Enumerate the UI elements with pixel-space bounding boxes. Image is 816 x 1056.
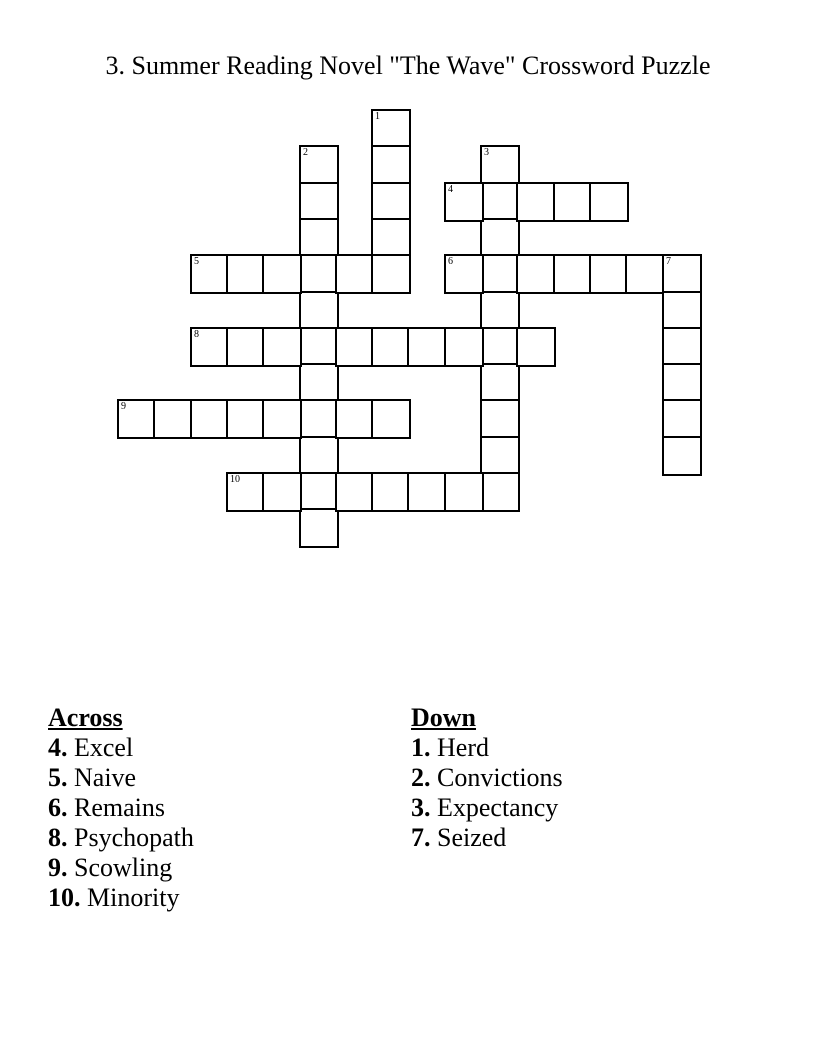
grid-cell[interactable] bbox=[662, 291, 702, 331]
cell-number: 4 bbox=[448, 184, 453, 195]
grid-cell[interactable] bbox=[299, 291, 339, 331]
grid-cell[interactable] bbox=[299, 182, 339, 222]
grid-cell[interactable] bbox=[589, 182, 629, 222]
grid-cell[interactable] bbox=[226, 472, 266, 512]
grid-cell[interactable] bbox=[444, 327, 484, 367]
grid-cell[interactable] bbox=[226, 254, 266, 294]
across-clue bbox=[48, 763, 194, 793]
grid-cell[interactable] bbox=[516, 254, 556, 294]
across-clues bbox=[48, 703, 194, 913]
clue-text: Expectancy bbox=[437, 793, 559, 822]
grid-cell[interactable] bbox=[299, 254, 339, 294]
clue-number: 5. bbox=[48, 763, 68, 792]
clue-number: 8. bbox=[48, 823, 68, 852]
grid-cell[interactable] bbox=[589, 254, 629, 294]
grid-cell[interactable] bbox=[299, 218, 339, 258]
clue-number: 6. bbox=[48, 793, 68, 822]
clue-number: 10. bbox=[48, 883, 81, 912]
grid-cell[interactable] bbox=[117, 399, 157, 439]
grid-cell[interactable] bbox=[262, 399, 302, 439]
clue-text: Herd bbox=[437, 733, 489, 762]
grid-cell[interactable] bbox=[444, 254, 484, 294]
grid-cell[interactable] bbox=[480, 182, 520, 222]
grid-cell[interactable] bbox=[299, 472, 339, 512]
cell-number: 6 bbox=[448, 256, 453, 267]
grid-cell[interactable] bbox=[480, 399, 520, 439]
grid-cell[interactable] bbox=[371, 327, 411, 367]
grid-cell[interactable] bbox=[190, 254, 230, 294]
grid-cell[interactable] bbox=[299, 436, 339, 476]
clue-text: Seized bbox=[437, 823, 507, 852]
grid-cell[interactable] bbox=[371, 109, 411, 149]
across-clue bbox=[48, 853, 194, 883]
grid-cell[interactable] bbox=[371, 254, 411, 294]
cell-number: 3 bbox=[484, 147, 489, 158]
grid-cell[interactable] bbox=[662, 436, 702, 476]
grid-cell[interactable] bbox=[262, 254, 302, 294]
grid-cell[interactable] bbox=[662, 399, 702, 439]
grid-cell[interactable] bbox=[371, 399, 411, 439]
grid-cell[interactable] bbox=[553, 182, 593, 222]
down-clue bbox=[411, 733, 563, 763]
grid-cell[interactable] bbox=[480, 472, 520, 512]
clue-text: Convictions bbox=[437, 763, 563, 792]
grid-cell[interactable] bbox=[480, 436, 520, 476]
grid-cell[interactable] bbox=[371, 218, 411, 258]
across-clue bbox=[48, 733, 194, 763]
cell-number: 8 bbox=[194, 329, 199, 340]
across-clue bbox=[48, 823, 194, 853]
grid-cell[interactable] bbox=[299, 145, 339, 185]
grid-cell[interactable] bbox=[553, 254, 593, 294]
puzzle-title: 3. Summer Reading Novel "The Wave" Crossword Puzzle bbox=[105, 51, 711, 80]
across-clue bbox=[48, 793, 194, 823]
clue-text: Psychopath bbox=[74, 823, 194, 852]
clue-text: Naive bbox=[74, 763, 137, 792]
grid-cell[interactable] bbox=[299, 508, 339, 548]
grid-cell[interactable] bbox=[299, 363, 339, 403]
down-clue bbox=[411, 763, 563, 793]
cell-number: 10 bbox=[230, 474, 240, 485]
grid-cell[interactable] bbox=[662, 363, 702, 403]
grid-cell[interactable] bbox=[299, 399, 339, 439]
cell-number: 7 bbox=[666, 256, 671, 267]
grid-cell[interactable] bbox=[480, 327, 520, 367]
grid-cell[interactable] bbox=[480, 363, 520, 403]
grid-cell[interactable] bbox=[190, 399, 230, 439]
cell-number: 1 bbox=[375, 111, 380, 122]
clue-number: 7. bbox=[411, 823, 431, 852]
cell-number: 9 bbox=[121, 401, 126, 412]
grid-cell[interactable] bbox=[480, 218, 520, 258]
grid-cell[interactable] bbox=[335, 472, 375, 512]
cell-number: 5 bbox=[194, 256, 199, 267]
grid-cell[interactable] bbox=[516, 327, 556, 367]
grid-cell[interactable] bbox=[480, 145, 520, 185]
grid-cell[interactable] bbox=[480, 254, 520, 294]
grid-cell[interactable] bbox=[190, 327, 230, 367]
grid-cell[interactable] bbox=[516, 182, 556, 222]
grid-cell[interactable] bbox=[262, 327, 302, 367]
grid-cell[interactable] bbox=[335, 327, 375, 367]
clue-text: Remains bbox=[74, 793, 165, 822]
grid-cell[interactable] bbox=[407, 472, 447, 512]
across-heading: Across bbox=[48, 703, 123, 732]
down-clue bbox=[411, 793, 563, 823]
grid-cell[interactable] bbox=[299, 327, 339, 367]
grid-cell[interactable] bbox=[444, 182, 484, 222]
clue-number: 4. bbox=[48, 733, 68, 762]
across-clue bbox=[48, 883, 194, 913]
clue-text: Scowling bbox=[74, 853, 173, 882]
grid-cell[interactable] bbox=[226, 399, 266, 439]
clue-number: 1. bbox=[411, 733, 431, 762]
down-clue bbox=[411, 823, 563, 853]
grid-cell[interactable] bbox=[662, 327, 702, 367]
grid-cell[interactable] bbox=[480, 291, 520, 331]
grid-cell[interactable] bbox=[371, 472, 411, 512]
clue-number: 3. bbox=[411, 793, 431, 822]
grid-cell[interactable] bbox=[371, 145, 411, 185]
grid-cell[interactable] bbox=[226, 327, 266, 367]
cell-number: 2 bbox=[303, 147, 308, 158]
grid-cell[interactable] bbox=[407, 327, 447, 367]
down-clues bbox=[411, 703, 563, 853]
down-heading: Down bbox=[411, 703, 477, 732]
grid-cell[interactable] bbox=[444, 472, 484, 512]
grid-cell[interactable] bbox=[371, 182, 411, 222]
grid-cell[interactable] bbox=[153, 399, 193, 439]
grid-cell[interactable] bbox=[335, 254, 375, 294]
grid-cell[interactable] bbox=[262, 472, 302, 512]
clue-number: 2. bbox=[411, 763, 431, 792]
grid-cell[interactable] bbox=[625, 254, 665, 294]
clue-number: 9. bbox=[48, 853, 68, 882]
grid-cell[interactable] bbox=[335, 399, 375, 439]
grid-cell[interactable] bbox=[662, 254, 702, 294]
clue-text: Minority bbox=[87, 883, 180, 912]
clue-text: Excel bbox=[74, 733, 134, 762]
